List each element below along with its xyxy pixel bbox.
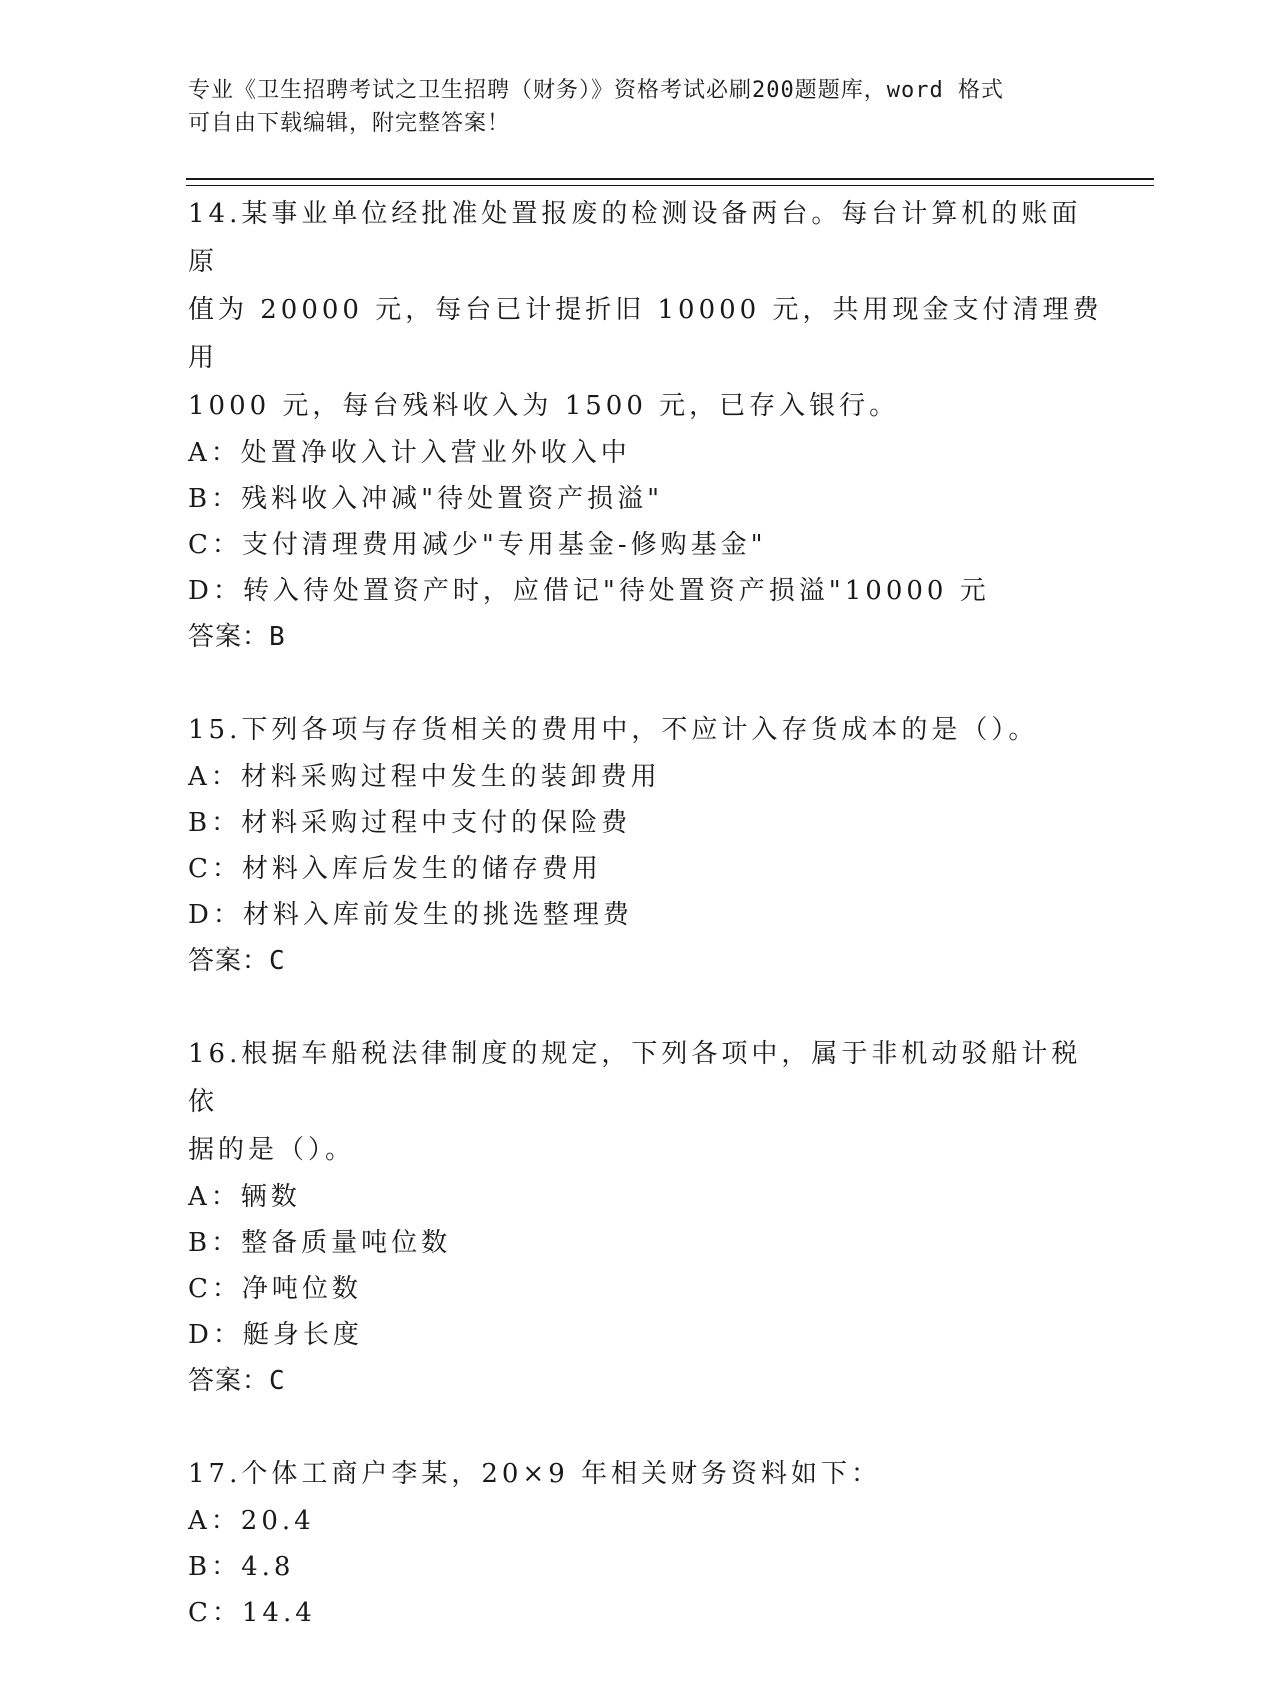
option-c: C：14.4 — [188, 1598, 316, 1628]
option-b: B：残料收入冲减"待处置资产损溢" — [188, 484, 664, 514]
question-16 — [188, 1030, 1108, 1404]
question-stem-line: 1000 元，每台残料收入为 1500 元，已存入银行。 — [188, 391, 900, 421]
question-stem-line: 17.个体工商户李某，20×9 年相关财务资料如下： — [188, 1459, 882, 1489]
question-stem-line: 15.下列各项与存货相关的费用中，不应计入存货成本的是（）。 — [188, 715, 1039, 745]
question-17 — [188, 1450, 1108, 1636]
option-d: D：转入待处置资产时，应借记"待处置资产损溢"10000 元 — [188, 576, 990, 606]
answer-line: 答案：C — [188, 946, 286, 976]
question-stem-line: 16.根据车船税法律制度的规定，下列各项中，属于非机动驳船计税依 — [188, 1039, 1082, 1117]
question-stem-line: 值为 20000 元，每台已计提折旧 10000 元，共用现金支付清理费用 — [188, 295, 1103, 373]
question-14 — [188, 190, 1108, 660]
page-header — [188, 74, 1088, 140]
option-a: A：材料采购过程中发生的装卸费用 — [188, 762, 661, 792]
question-list — [188, 190, 1108, 1682]
option-a: A：辆数 — [188, 1182, 301, 1212]
question-15 — [188, 706, 1108, 984]
question-stem-line: 据的是（）。 — [188, 1135, 356, 1165]
option-b: B：材料采购过程中支付的保险费 — [188, 808, 632, 838]
header-divider — [186, 178, 1154, 186]
option-c: C：材料入库后发生的储存费用 — [188, 854, 602, 884]
question-stem-line: 14.某事业单位经批准处置报废的检测设备两台。每台计算机的账面原 — [188, 199, 1082, 277]
option-b: B：4.8 — [188, 1552, 295, 1582]
answer-line: 答案：B — [188, 622, 286, 652]
option-c: C：净吨位数 — [188, 1274, 362, 1304]
option-a: A：20.4 — [188, 1506, 315, 1536]
header-line-1: 专业《卫生招聘考试之卫生招聘（财务）》资格考试必刷200题题库，word 格式 — [188, 78, 1004, 103]
answer-line: 答案：C — [188, 1366, 286, 1396]
option-c: C：支付清理费用减少"专用基金-修购基金" — [188, 530, 767, 560]
option-d: D：艇身长度 — [188, 1320, 363, 1350]
option-b: B：整备质量吨位数 — [188, 1228, 452, 1258]
option-a: A：处置净收入计入营业外收入中 — [188, 438, 631, 468]
option-d: D：材料入库前发生的挑选整理费 — [188, 900, 633, 930]
header-line-2: 可自由下载编辑，附完整答案！ — [188, 111, 511, 136]
